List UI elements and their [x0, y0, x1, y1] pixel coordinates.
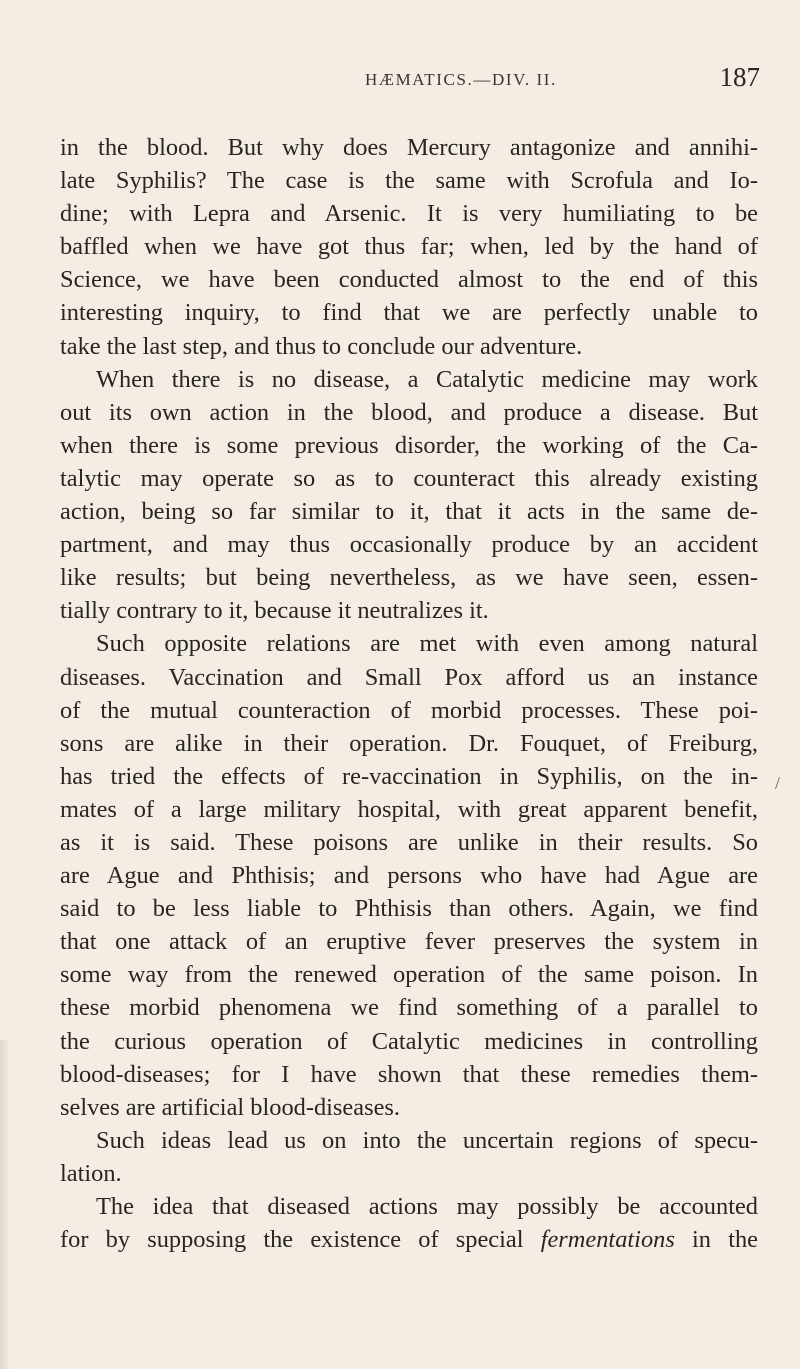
- page-number: 187: [719, 62, 760, 92]
- paragraph-start-line: Such opposite relations are met with even among natural: [96, 630, 758, 658]
- paragraph-start-line: The idea that diseased actions may possibly be accounted: [96, 1193, 758, 1220]
- body-text: [60, 131, 758, 1256]
- page-edge-shadow: [0, 1040, 10, 1369]
- text-line: sons are alike in their operation. Dr. Fouquet, of Freiburg,: [60, 729, 758, 757]
- text-line: of the mutual counteraction of morbid processes. These poi-: [60, 696, 758, 724]
- text-line: interesting inquiry, to find that we are perfectly unable to: [60, 299, 758, 327]
- text-line: mates of a large military hospital, with great apparent benefit,: [60, 795, 758, 823]
- text-line: like results; but being nevertheless, as we have seen, essen-: [60, 564, 758, 592]
- text-segment: in the: [692, 1226, 758, 1254]
- paragraph-start-line: When there is no disease, a Catalytic medicine may work: [96, 365, 758, 393]
- text-line: when there is some previous disorder, the working of the Ca-: [60, 431, 758, 459]
- text-line: action, being so far similar to it, that it acts in the same de-: [60, 498, 758, 526]
- text-line: tially contrary to it, because it neutralizes it.: [60, 597, 489, 625]
- text-line: partment, and may thus occasionally produce by an accident: [60, 531, 758, 559]
- text-line: out its own action in the blood, and produce a disease. But: [60, 398, 758, 426]
- text-line: lation.: [60, 1159, 122, 1187]
- text-line: Science, we have been conducted almost to the end of this: [60, 266, 758, 294]
- text-line: take the last step, and thus to conclude our adventure.: [60, 332, 583, 360]
- text-line: said to be less liable to Phthisis than others. Again, we find: [60, 895, 758, 923]
- text-line: are Ague and Phthisis; and persons who have had Ague are: [60, 862, 758, 890]
- running-head: [60, 62, 760, 102]
- text-line: as it is said. These poisons are unlike in their results. So: [60, 828, 758, 856]
- text-line-with-italic: [60, 1223, 758, 1256]
- text-line: the curious operation of Catalytic medicines in controlling: [60, 1027, 758, 1055]
- text-line: diseases. Vaccination and Small Pox afford us an instance: [60, 663, 758, 691]
- text-line: in the blood. But why does Mercury antagonize and annihi-: [60, 134, 758, 161]
- italic-term: fermentations: [540, 1226, 675, 1254]
- text-line: dine; with Lepra and Arsenic. It is very humiliating to be: [60, 200, 758, 228]
- text-line: some way from the renewed operation of the same poison. In: [60, 961, 758, 989]
- text-line: blood-diseases; for I have shown that these remedies them-: [60, 1060, 758, 1088]
- text-line: that one attack of an eruptive fever preserves the system in: [60, 928, 758, 956]
- paragraph-start-line: Such ideas lead us on into the uncertain regions of specu-: [96, 1126, 758, 1154]
- text-line: selves are artificial blood-diseases.: [60, 1093, 400, 1121]
- margin-mark: /: [775, 773, 781, 793]
- text-line: these morbid phenomena we find something of a parallel to: [60, 994, 758, 1022]
- text-line: talytic may operate so as to counteract this already existing: [60, 464, 758, 492]
- text-line: has tried the effects of re-vaccination in Syphilis, on the in-: [60, 762, 758, 790]
- text-segment: for by supposing the existence of special: [60, 1226, 524, 1254]
- text-line: baffled when we have got thus far; when, led by the hand of: [60, 233, 758, 261]
- text-line: late Syphilis? The case is the same with Scrofula and Io-: [60, 167, 758, 195]
- running-title: HÆMATICS.—DIV. II.: [365, 70, 557, 89]
